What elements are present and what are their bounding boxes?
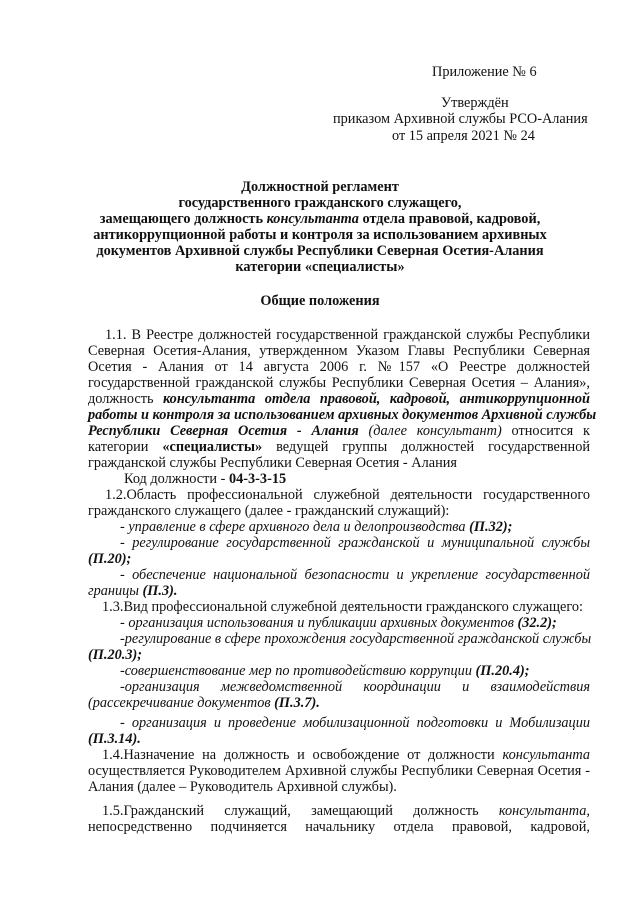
- p2-line-1: 1.2.Область профессиональной служебной деятельности государственного: [105, 487, 590, 503]
- p3-item-ref: (П.20.4);: [475, 663, 530, 679]
- p2-item-3: - обеспечение национальной безопасности и укрепление государственной: [120, 567, 590, 583]
- p1-text: должность: [88, 391, 163, 407]
- doc-title-line-3: [0, 211, 640, 227]
- p3-item-3: [120, 663, 530, 679]
- p3-item-4: -организация межведомственной координации и взаимодействия: [120, 679, 590, 695]
- p3-item-1: [120, 615, 557, 631]
- p3-item-text: (рассекречивание документов: [88, 695, 275, 711]
- doc-title-line-1: Должностной регламент: [241, 179, 399, 195]
- p1-line-9: гражданской службы Республики Северная Осетия - Алания: [88, 455, 457, 471]
- title-text: отдела правовой, кадровой,: [358, 211, 541, 227]
- appendix-label: Приложение № 6: [432, 64, 537, 80]
- p3-item-text: -совершенствование мер по противодействию коррупции: [120, 663, 476, 679]
- p1-position: консультанта отдела правовой, кадровой, антикоррупционной: [162, 391, 591, 407]
- p1-republic: Республики Северная Осетия - Алания: [88, 423, 359, 439]
- doc-title-line-2: государственного гражданского служащего,: [178, 195, 462, 211]
- p2-item-ref: (П.32);: [469, 519, 513, 535]
- p2-item-3-cont: [88, 583, 177, 599]
- p1-line-6: работы и контроля за использованием архивных документов Архивной службы: [88, 407, 597, 423]
- p3-item-5-ref: (П.3.14).: [88, 731, 141, 747]
- doc-title-line-6: категории «специалисты»: [235, 259, 405, 275]
- p3-item-4-cont: [88, 695, 320, 711]
- doc-title-line-5: документов Архивной службы Республики Северная Осетия-Алания: [96, 243, 544, 259]
- p2-item-text: границы: [88, 583, 143, 599]
- p3-item-2: -регулирование в сфере прохождения государственной гражданской службы: [120, 631, 592, 647]
- p1-line-2: Северная Осетия-Алания, утвержденном Указом Главы Республики Северная: [88, 343, 590, 359]
- p1-line-1: 1.1. В Реестре должностей государственной гражданской службы Республики: [105, 327, 590, 343]
- p2-item-2: - регулирование государственной гражданской и муниципальной службы: [120, 535, 590, 551]
- p4-text: 1.4.Назначение на должность и освобождение от должности: [102, 747, 503, 763]
- p4-position: консультанта: [502, 747, 590, 763]
- position-code: [124, 471, 286, 487]
- p3-item-text: - организация использования и публикации архивных документов: [120, 615, 518, 631]
- p5-position: консультанта,: [498, 803, 590, 819]
- code-label: Код должности -: [124, 471, 229, 487]
- approved-label: Утверждён: [441, 95, 509, 111]
- title-text: замещающего должность: [99, 211, 267, 227]
- section-title: Общие положения: [260, 293, 380, 309]
- p2-item-text: - управление в сфере архивного дела и делопроизводства: [120, 519, 470, 535]
- p1-line-3: Осетия - Алания от 14 августа 2006 г. №157 «О Реестре должностей: [88, 359, 590, 375]
- p1-line-7: [88, 423, 590, 439]
- p2-line-2: гражданского служащего (далее - гражданский служащий):: [88, 503, 450, 519]
- p2-item-1: [120, 519, 512, 535]
- p4-line-1: [102, 747, 590, 763]
- p1-abbrev: (далее консультант): [358, 423, 502, 439]
- p5-line-1: [102, 803, 590, 819]
- p1-line-4: государственной гражданской службы Республики Северная Осетия – Алания»,: [88, 375, 590, 391]
- doc-title-line-4: антикоррупционной работы и контроля за использованием архивных: [93, 227, 547, 243]
- p2-item-2-ref: (П.20);: [88, 551, 132, 567]
- p1-text: ведущей группы должностей государственной: [262, 439, 590, 455]
- p3-line-1: 1.3.Вид профессиональной служебной деятельности гражданского служащего:: [102, 599, 583, 615]
- p3-item-ref: (П.3.7).: [274, 695, 320, 711]
- p2-item-ref: (П.3).: [142, 583, 178, 599]
- p1-line-8: [88, 439, 590, 455]
- p1-line-5: [88, 391, 590, 407]
- p3-item-2-ref: (П.20.3);: [88, 647, 142, 663]
- p4-line-3: Алания (далее – Руководитель Архивной службы).: [88, 779, 397, 795]
- p4-line-2: осуществляется Руководителем Архивной службы Республики Северная Осетия -: [88, 763, 590, 779]
- p1-category: «специалисты»: [162, 439, 263, 455]
- code-value: 04-3-3-15: [228, 471, 287, 487]
- p5-text: 1.5.Гражданский служащий, замещающий должность: [102, 803, 499, 819]
- p5-line-2: непосредственно подчиняется начальнику отдела правовой, кадровой,: [88, 819, 590, 835]
- p1-text: категории: [88, 439, 163, 455]
- p3-item-ref: (32.2);: [517, 615, 557, 631]
- p3-item-5: - организация и проведение мобилизационной подготовки и Мобилизации: [120, 715, 590, 731]
- order-line: приказом Архивной службы РСО-Алания: [333, 111, 588, 127]
- date-line: от 15 апреля 2021 № 24: [392, 128, 535, 144]
- title-position: консультанта: [266, 211, 359, 227]
- p1-text: относится к: [501, 423, 590, 439]
